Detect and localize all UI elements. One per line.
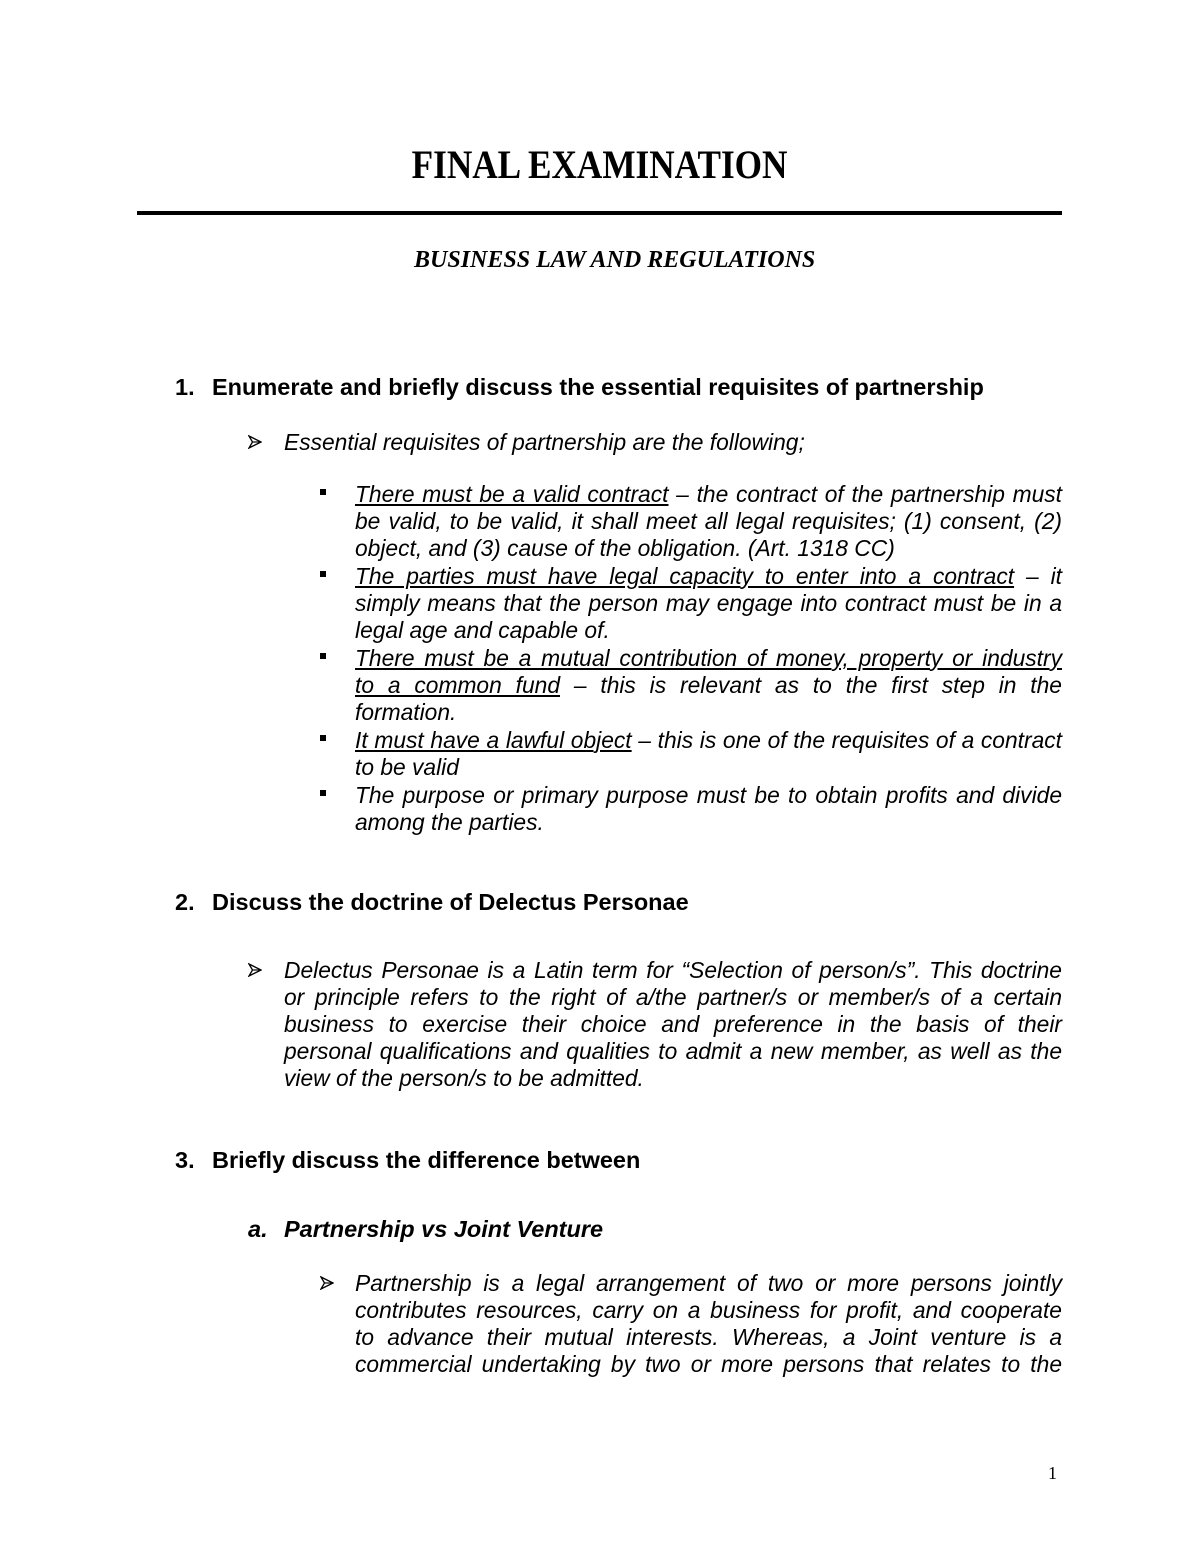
text-line: personal qualifications and qualities to admit a new member, as well as the (284, 1037, 1062, 1064)
underlined-phrase: The parties must have legal capacity to enter into a contract (355, 562, 1015, 589)
arrow-bullet-icon (248, 963, 262, 977)
question-number: 2. (175, 888, 195, 915)
text-line: contributes resources, carry on a business for profit, and cooperate (355, 1296, 1062, 1323)
line-text: simply means that the person may engage into contract must be in a (355, 589, 1062, 616)
part-text: Partnership vs Joint Venture (284, 1215, 604, 1242)
text-line (355, 563, 1062, 590)
square-bullet-icon (320, 735, 326, 741)
question-number: 3. (175, 1146, 195, 1173)
text-line (355, 508, 1062, 535)
line-text: among the parties. (355, 808, 544, 835)
text-line (355, 617, 1062, 644)
square-bullet-icon (320, 653, 326, 659)
line-text: formation. (355, 698, 457, 725)
text-line: Partnership is a legal arrangement of two or more persons jointly (355, 1269, 1062, 1296)
list-item (355, 782, 1062, 836)
line-text: be valid, to be valid, it shall meet all legal requisites; (1) consent, (2) (355, 507, 1062, 534)
line-text: The purpose or primary purpose must be to obtain profits and divide (355, 781, 1062, 808)
text-line: business to exercise their choice and preference in the basis of their (284, 1010, 1062, 1037)
arrow-bullet-icon (248, 435, 262, 449)
question-text: Discuss the doctrine of Delectus Personae (212, 888, 689, 915)
intro-text: Essential requisites of partnership are the following; (284, 428, 805, 455)
question-3a-heading (248, 1216, 603, 1243)
text-line: commercial undertaking by two or more persons that relates to the (355, 1350, 1062, 1377)
text-line: view of the person/s to be admitted. (284, 1064, 644, 1091)
page-number: 1 (1048, 1463, 1057, 1483)
text-line (355, 809, 1062, 836)
text-line (355, 535, 1062, 562)
title-rule (137, 211, 1062, 215)
text-line: to advance their mutual interests. Whereas, a Joint venture is a (355, 1323, 1062, 1350)
square-bullet-icon (320, 571, 326, 577)
exam-title (0, 138, 1200, 192)
square-bullet-icon (320, 790, 326, 796)
text-line: or principle refers to the right of a/the partner/s or member/s of a certain (284, 983, 1062, 1010)
question-1-heading (175, 374, 984, 401)
question-3a-answer (355, 1270, 1062, 1378)
line-text: – the contract of the partnership must (668, 480, 1063, 507)
text-line (355, 754, 1062, 781)
list-item (355, 563, 1062, 644)
text-line (355, 672, 1062, 699)
part-letter: a. (248, 1215, 268, 1242)
line-text: – this is relevant as to the first step in the (560, 671, 1062, 698)
list-item (355, 645, 1062, 726)
text-line (355, 782, 1062, 809)
text-line (355, 727, 1062, 754)
line-text: – this is one of the requisites of a contract (631, 726, 1063, 753)
question-2-heading (175, 889, 689, 916)
question-number: 1. (175, 373, 195, 400)
line-text: to be valid (355, 753, 459, 780)
question-3-heading (175, 1147, 640, 1174)
list-item (355, 481, 1062, 562)
line-text: object, and (3) cause of the obligation. (Art. 1318 CC) (355, 534, 895, 561)
exam-title-text: FINAL EXAMINATION (412, 142, 788, 187)
arrow-bullet-icon (320, 1276, 334, 1290)
text-line: Delectus Personae is a Latin term for “Selection of person/s”. This doctrine (284, 956, 1062, 983)
underlined-phrase: to a common fund (355, 671, 560, 698)
underlined-phrase: It must have a lawful object (355, 726, 632, 753)
line-text: legal age and capable of. (355, 616, 610, 643)
text-line (355, 481, 1062, 508)
question-text: Enumerate and briefly discuss the essential requisites of partnership (212, 373, 984, 400)
question-text: Briefly discuss the difference between (212, 1146, 641, 1173)
square-bullet-icon (320, 489, 326, 495)
underlined-phrase: There must be a mutual contribution of money, property or industry (355, 644, 1062, 671)
question-1-intro (284, 429, 1062, 456)
text-line (355, 699, 1062, 726)
text-line (355, 590, 1062, 617)
requisites-list (355, 481, 1062, 836)
list-item (355, 727, 1062, 781)
course-subtitle: BUSINESS LAW AND REGULATIONS (414, 247, 816, 273)
question-2-answer (284, 957, 1062, 1092)
text-line (355, 645, 1062, 672)
underlined-phrase: There must be a valid contract (355, 480, 669, 507)
line-text: – it (1014, 562, 1063, 589)
